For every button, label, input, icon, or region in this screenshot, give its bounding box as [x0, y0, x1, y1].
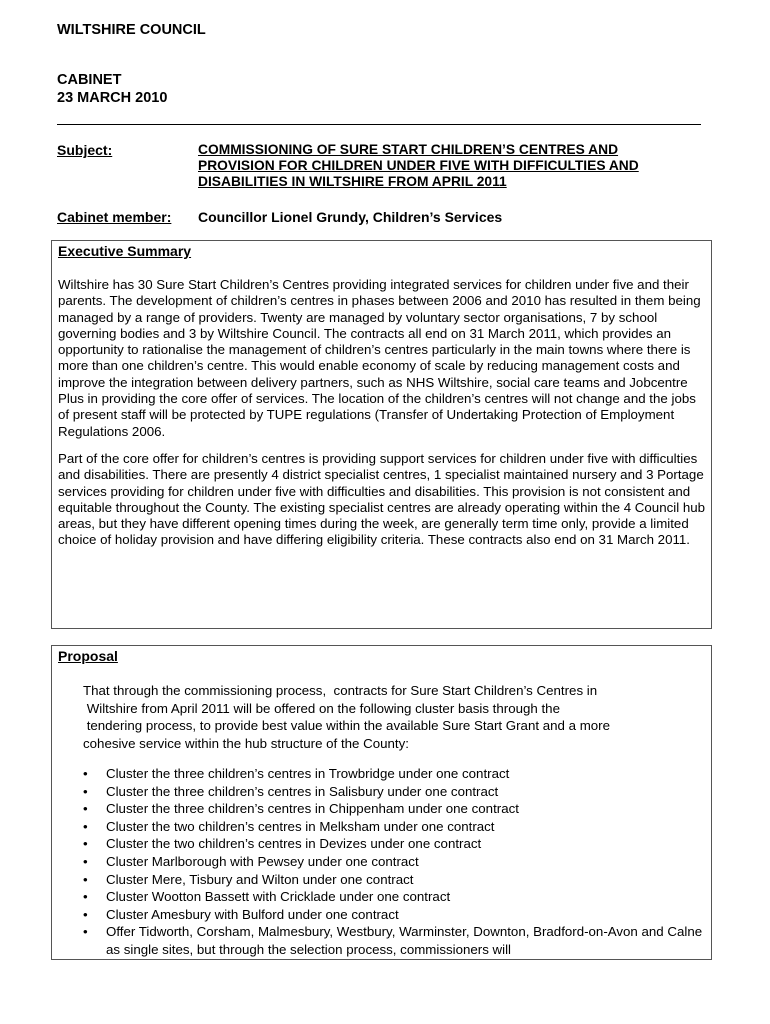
bullet-icon: •: [83, 836, 88, 852]
proposal-intro-line: tendering process, to provide best value within the available Sure Start Grant and a more: [83, 718, 610, 733]
bullet-icon: •: [83, 906, 88, 922]
proposal-bullet-list: [52, 765, 707, 959]
list-item: • Cluster Amesbury with Bulford under one contract: [83, 906, 399, 922]
executive-summary-box: [51, 240, 712, 629]
bullet-icon: •: [83, 801, 88, 817]
meeting-date: 23 MARCH 2010: [57, 90, 168, 106]
list-item: • Cluster the three children’s centres in Chippenham under one contract: [83, 801, 519, 817]
list-item: • Cluster the two children’s centres in Melksham under one contract: [83, 818, 495, 834]
header-divider: [57, 124, 701, 125]
subject-line: COMMISSIONING OF SURE START CHILDREN’S CENTRES AND: [198, 142, 619, 157]
executive-summary-paragraph: Part of the core offer for children’s centres is providing support services for children under five with difficulties and disabilities. There are presently 4 district specialist centres, 1 specialist maintained nursery and 3 Portage services providing for children under five with difficulties and disabilities. This provision is not consistent and equitable throughout the County. The existing specialist centres are already operating within the 4 Council hub areas, but they have different opening times during the week, are generally term time only, provide a limited choice of holiday provision and have differing eligibility criteria. These contracts also end on 31 March 2011.: [58, 451, 706, 548]
bullet-icon: •: [83, 871, 88, 887]
list-item: • Offer Tidworth, Corsham, Malmesbury, Westbury, Warminster, Downton, Bradford-on-Avon and Calne as single sites, but through the selection process, commissioners will: [83, 924, 703, 957]
executive-summary-title: Executive Summary: [58, 243, 192, 259]
proposal-intro-line: Wiltshire from April 2011 will be offered on the following cluster basis through the: [83, 700, 560, 716]
list-item: • Cluster the two children’s centres in Devizes under one contract: [83, 836, 482, 852]
proposal-intro-line: cohesive service within the hub structure of the County:: [83, 735, 409, 751]
proposal-title: Proposal: [58, 648, 118, 664]
list-item: • Cluster the three children’s centres in Trowbridge under one contract: [83, 766, 510, 781]
bullet-icon: •: [83, 818, 88, 834]
subject-line: PROVISION FOR CHILDREN UNDER FIVE WITH DIFFICULTIES AND: [198, 158, 639, 173]
bullet-icon: •: [83, 889, 88, 905]
subject-line: DISABILITIES IN WILTSHIRE FROM APRIL 2011: [198, 174, 507, 189]
bullet-icon: •: [83, 783, 88, 799]
council-name: WILTSHIRE COUNCIL: [57, 22, 206, 38]
proposal-intro: [83, 682, 703, 752]
subject-text: [198, 142, 708, 190]
proposal-intro-line: That through the commissioning process, contracts for Sure Start Children’s Centres in: [83, 683, 598, 698]
bullet-icon: •: [83, 924, 88, 940]
cabinet-member-value: Councillor Lionel Grundy, Children’s Services: [198, 209, 503, 225]
list-item: • Cluster Marlborough with Pewsey under one contract: [83, 853, 419, 869]
list-item: • Cluster the three children’s centres in Salisbury under one contract: [83, 783, 499, 799]
list-item: • Cluster Mere, Tisbury and Wilton under one contract: [83, 871, 414, 887]
meeting-name: CABINET: [57, 72, 122, 88]
subject-label: Subject:: [57, 142, 113, 158]
proposal-box: [51, 645, 712, 960]
bullet-icon: •: [83, 853, 88, 869]
executive-summary-paragraph: Wiltshire has 30 Sure Start Children’s Centres providing integrated services for children under five and their parents. The development of children’s centres in phases between 2006 and 2010 has resulted in them being managed by a range of providers. Twenty are managed by voluntary sector organisations, 7 by school governing bodies and 3 by Wiltshire Council. The contracts all end on 31 March 2011, which provides an opportunity to rationalise the management of children’s centres particularly in the main towns where there is more than one children’s centre. This would enable economy of scale by reducing management costs and improve the integration between delivery partners, such as NHS Wiltshire, social care teams and Jobcentre Plus in providing the core offer of services. The location of the children’s centres will not change and the jobs of present staff will be protected by TUPE regulations (Transfer of Undertaking Protection of Employment Regulations 2006.: [58, 277, 701, 439]
cabinet-member-label: Cabinet member:: [57, 209, 172, 225]
list-item: • Cluster Wootton Bassett with Cricklade under one contract: [83, 889, 451, 905]
bullet-icon: •: [83, 766, 88, 781]
